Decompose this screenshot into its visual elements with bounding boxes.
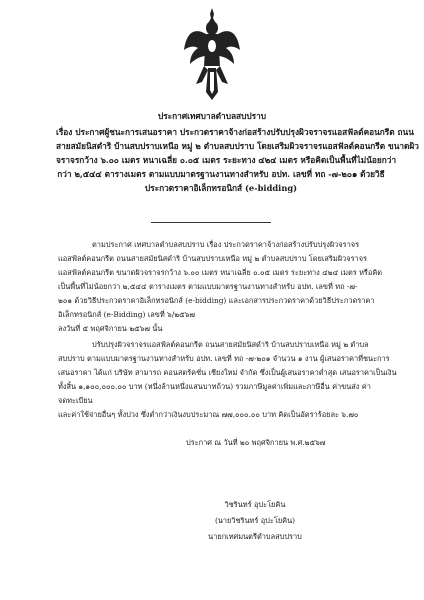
body-line: แอสฟัลต์คอนกรีต ถนนสายสมัยนิสดำริ บ้านสบปราบเหนือ หมู่ ๒ ตำบลสบปราบ โดยเสริมผิวจราจร — [58, 254, 367, 263]
signatory-title: นายกเทศมนตรีตำบลสบปราบ — [208, 532, 302, 541]
subject-line: กว่า ๒,๕๔๔ ตารางเมตร ตามแบบมาตรฐานงานทางสำหรับ อปท. เลขที่ ทถ -๗-๒๐๑ ด้วยวิธี — [57, 169, 385, 179]
subject-line: จราจรกว้าง ๖.๐๐ เมตร หนาเฉลี่ย ๐.๐๕ เมตร ระยะทาง ๔๒๔ เมตร หรือคิดเป็นพื้นที่ไม่น้อยกว่า — [56, 155, 397, 165]
garuda-emblem-icon — [182, 6, 242, 102]
subject-line: เรื่อง ประกาศผู้ชนะการเสนอราคา ประกวดราคาจ้างก่อสร้างปรับปรุงผิวจราจรแอสฟัลต์คอนกรีต ถนน — [56, 127, 414, 137]
signature-name: วิชรินทร์ อุปะโยคิน — [224, 500, 286, 509]
body-line: และค่าใช้จ่ายอื่นๆ ทั้งปวง ซึ่งต่ำกว่าเงินงบประมาณ ๗๗,๐๐๐.๐๐ บาท คิดเป็นอัตราร้อยละ ๖.๗๐ — [58, 410, 359, 419]
body-line: เป็นพื้นที่ไม่น้อยกว่า ๒,๕๔๔ ตารางเมตร ตามแบบมาตรฐานงานทางสำหรับ อปท. เลขที่ ทถ -๗- — [58, 282, 358, 291]
signatory-name: (นายวิชรินทร์ อุปะโยคิน) — [214, 516, 296, 525]
body-line: ลงวันที่ ๕ พฤศจิกายน ๒๕๖๗ นั้น — [58, 324, 163, 333]
body-line: เสนอราคา ได้แก่ บริษัท สามารถ คอนสตรัคชั่น เชียงใหม่ จำกัด ซึ่งเป็นผู้เสนอราคาต่ำสุด เสนอราคาเป็นเงิน — [58, 368, 397, 377]
body-line: จดทะเบียน — [58, 396, 93, 405]
body-line: อิเล็กทรอนิกส์ (e-Bidding) เลขที่ ๖/๒๕๖๗ — [58, 310, 195, 319]
body-line: ๒๐๑ ด้วยวิธีประกวดราคาอิเล็กทรอนิกส์ (e-bidding) และเอกสารประกวดราคาด้วยวิธีประกวดราคา — [58, 296, 375, 305]
body-line: ปรับปรุงผิวจราจรแอสฟัลต์คอนกรีต ถนนสายสมัยนิสดำริ บ้านสบปราบเหนือ หมู่ ๒ ตำบล — [92, 340, 369, 349]
subject-line: ประกวดราคาอิเล็กทรอนิกส์ (e-bidding) — [144, 183, 298, 193]
announcement-title: ประกาศเทศบาลตำบลสบปราบ — [157, 111, 267, 121]
subject-line: สายสมัยนิสดำริ บ้านสบปราบเหนือ หมู่ ๒ ตำบลสบปราบ โดยเสริมผิวจราจรแอสฟัลต์คอนกรีต ขนาดผิว — [56, 141, 419, 151]
announcement-date: ประกาศ ณ วันที่ ๒๐ พฤศจิกายน พ.ศ.๒๕๖๗ — [186, 438, 326, 447]
body-line: แอสฟัลต์คอนกรีต ขนาดผิวจราจรกว้าง ๖.๐๐ เมตร หนาเฉลี่ย ๐.๐๕ เมตร ระยะทาง ๔๒๔ เมตร หรือคิด — [58, 268, 383, 277]
body-line: ทั้งสิ้น ๑,๑๐๐,๐๐๐.๐๐ บาท (หนึ่งล้านหนึ่งแสนบาทถ้วน) รวมภาษีมูลค่าเพิ่มและภาษีอื่น ค่าขนส่ง ค่า — [58, 382, 371, 391]
body-line: ตามประกาศ เทศบาลตำบลสบปราบ เรื่อง ประกวดราคาจ้างก่อสร้างปรับปรุงผิวจราจร — [92, 240, 360, 249]
divider-rule — [151, 222, 271, 223]
body-line: สบปราบ ตามแบบมาตรฐานงานทางสำหรับ อปท. เลขที่ ทถ -๗-๒๐๑ จำนวน ๑ งาน ผู้เสนอราคาที่ชนะการ — [58, 354, 390, 363]
